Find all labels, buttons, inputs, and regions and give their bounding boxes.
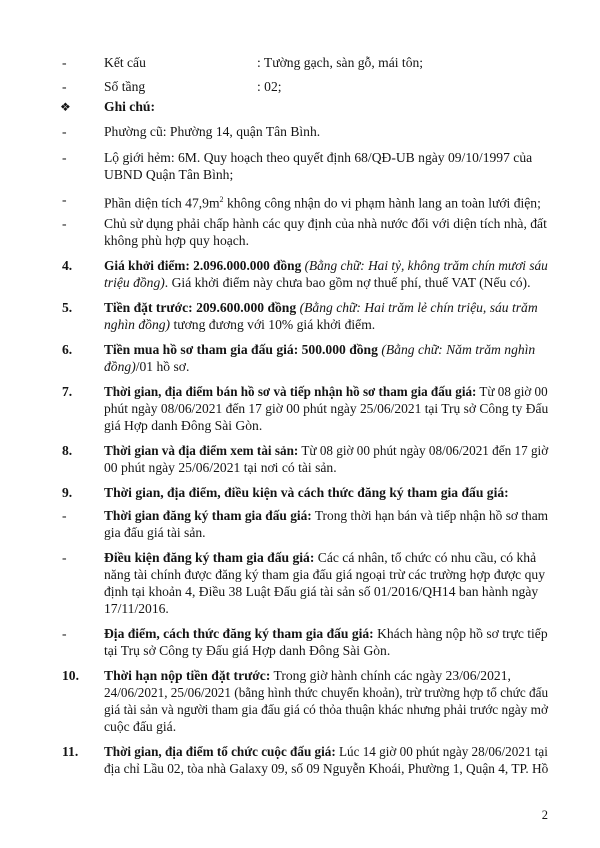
area-text: Phần diện tích 47,9m — [104, 195, 220, 211]
section-9a-line1 — [104, 508, 548, 524]
section-7-line3: giá Hợp danh Đông Sài Gòn. — [104, 418, 263, 433]
section-number: 6. — [62, 342, 73, 357]
section-5-rest: tương đương với 10% giá khởi điểm. — [170, 317, 376, 332]
section-7-rest: Từ 08 giờ 00 — [476, 384, 548, 399]
ghi-chu-title: Ghi chú: — [104, 99, 155, 114]
section-5-italic-cont: nghìn đồng) — [104, 317, 171, 332]
section-9a-bold: Thời gian đăng ký tham gia đấu giá: — [104, 508, 312, 523]
section-4-bold: Giá khởi điểm: 2.096.000.000 đồng — [104, 258, 302, 273]
dash-marker: - — [62, 192, 67, 207]
section-9b-line3: định tại khoản 4, Điều 38 Luật Đấu giá tài sản số 01/2016/QH14 ban hành ngày — [104, 584, 539, 599]
section-4-rest: . Giá khởi điểm này chưa bao gồm nợ thuế phí, thuế VAT (Nếu có). — [164, 275, 531, 290]
section-number: 5. — [62, 300, 73, 315]
section-number: 10. — [62, 668, 79, 683]
section-9c-line1 — [104, 626, 548, 642]
section-10-line1 — [104, 668, 511, 684]
page-number: 2 — [541, 808, 548, 822]
section-9a-rest: Trong thời hạn bán và tiếp nhận hồ sơ tham — [311, 508, 549, 523]
section-7-bold: Thời gian, địa điểm bán hồ sơ và tiếp nhận hồ sơ tham gia đấu giá: — [104, 384, 477, 399]
dash-marker: - — [62, 508, 67, 523]
section-4-line1 — [104, 258, 548, 274]
so-tang-label: Số tầng — [104, 79, 146, 94]
section-4-line2 — [104, 275, 530, 291]
dash-marker: - — [62, 550, 67, 565]
section-6-line2 — [104, 359, 189, 375]
section-4-italic-cont: triệu đồng) — [104, 275, 165, 290]
area-text-rest: không công nhận do vi phạm hành lang an toàn lưới điện; — [223, 195, 541, 211]
ket-cau-value: : Tường gạch, sàn gỗ, mái tôn; — [257, 55, 424, 70]
section-6-italic-cont: đồng) — [104, 359, 136, 374]
ghi-chu-item — [104, 192, 541, 212]
dash-marker: - — [62, 55, 67, 70]
section-10-line2: 24/06/2021, 25/06/2021 (bằng hình thức chuyển khoản), trừ trường hợp tổ chức đấu — [104, 685, 549, 700]
dash-marker: - — [62, 216, 67, 231]
so-tang-value: : 02; — [257, 79, 282, 94]
section-11-line2: địa chỉ Lầu 02, tòa nhà Galaxy 09, số 09 Nguyễn Khoái, Phường 1, Quận 4, TP. Hồ — [104, 761, 549, 776]
section-5-italic: (Bằng chữ: Hai trăm lẻ chín triệu, sáu trăm — [296, 300, 538, 315]
section-6-line1 — [104, 342, 535, 358]
section-8-rest: Từ 08 giờ 00 phút ngày 08/06/2021 đến 17 giờ — [298, 443, 549, 458]
section-4-italic: (Bằng chữ: Hai tỷ, không trăm chín mươi sáu — [301, 258, 548, 273]
section-6-rest: /01 hồ sơ. — [135, 359, 190, 374]
ghi-chu-item-cont: UBND Quận Tân Bình; — [104, 167, 234, 182]
section-number: 11. — [62, 744, 79, 759]
section-11-bold: Thời gian, địa điểm tổ chức cuộc đấu giá: — [104, 744, 336, 759]
superscript-two: 2 — [219, 195, 224, 204]
section-10-line4: cuộc đấu giá. — [104, 719, 177, 734]
section-11-line1 — [104, 744, 548, 760]
section-9-title: Thời gian, địa điểm, điều kiện và cách thức đăng ký tham gia đấu giá: — [104, 485, 509, 500]
section-7-line2: phút ngày 08/06/2021 đến 17 giờ 00 phút ngày 25/06/2021 tại Trụ sở Công ty Đấu — [104, 401, 549, 416]
section-9b-line1 — [104, 550, 536, 566]
dash-marker: - — [62, 150, 67, 165]
dash-marker: - — [62, 124, 67, 139]
section-5-bold: Tiền đặt trước: 209.600.000 đồng — [104, 300, 297, 315]
section-8-line1 — [104, 443, 548, 459]
section-11-rest: Lúc 14 giờ 00 phút ngày 28/06/2021 tại — [335, 744, 548, 759]
ghi-chu-item-cont: không phù hợp quy hoạch. — [104, 233, 249, 248]
section-9c-line2: tại Trụ sở Công ty Đấu giá Hợp danh Đông Sài Gòn. — [104, 643, 391, 658]
section-6-italic: (Bằng chữ: Năm trăm nghìn — [377, 342, 536, 357]
section-9b-rest: Các cá nhân, tổ chức có nhu cầu, có khả — [314, 550, 537, 565]
section-9c-rest: Khách hàng nộp hồ sơ trực tiếp — [373, 626, 548, 641]
section-9a-line2: gia đấu giá tài sản. — [104, 525, 206, 540]
section-8-bold: Thời gian và địa điểm xem tài sản: — [104, 443, 299, 458]
dash-marker: - — [62, 79, 67, 94]
section-8-line2: 00 phút ngày 25/06/2021 tại nơi có tài sản. — [104, 460, 337, 475]
section-10-bold: Thời hạn nộp tiền đặt trước: — [104, 668, 271, 683]
ghi-chu-item: Chủ sử dụng phải chấp hành các quy định của nhà nước đối với diện tích nhà, đất — [104, 216, 547, 231]
section-number: 7. — [62, 384, 73, 399]
section-7-line1 — [104, 384, 548, 400]
section-9c-bold: Địa điểm, cách thức đăng ký tham gia đấu giá: — [104, 626, 374, 641]
ket-cau-label: Kết cấu — [104, 55, 146, 70]
section-9b-bold: Điều kiện đăng ký tham gia đấu giá: — [104, 550, 315, 565]
section-10-rest: Trong giờ hành chính các ngày 23/06/2021, — [270, 668, 511, 683]
section-6-bold: Tiền mua hồ sơ tham gia đấu giá: 500.000 đồng — [104, 342, 378, 357]
dash-marker: - — [62, 626, 67, 641]
section-number: 8. — [62, 443, 73, 458]
section-9b-line4: 17/11/2016. — [104, 601, 169, 616]
section-10-line3: giá tài sản và người tham gia đấu giá có thỏa thuận khác nhưng phải trước ngày mở — [104, 702, 549, 717]
section-5-line1 — [104, 300, 538, 316]
section-9b-line2: năng tài chính được đăng ký tham gia đấu giá ngoại trừ các trường hợp được quy — [104, 567, 546, 582]
ghi-chu-item: Lộ giới hẻm: 6M. Quy hoạch theo quyết định 68/QĐ-UB ngày 09/10/1997 của — [104, 150, 533, 165]
section-number: 9. — [62, 485, 73, 500]
section-5-line2 — [104, 317, 375, 333]
ghi-chu-item: Phường cũ: Phường 14, quận Tân Bình. — [104, 124, 321, 139]
section-number: 4. — [62, 258, 73, 273]
diamond-bullet-icon: ❖ — [60, 100, 71, 114]
